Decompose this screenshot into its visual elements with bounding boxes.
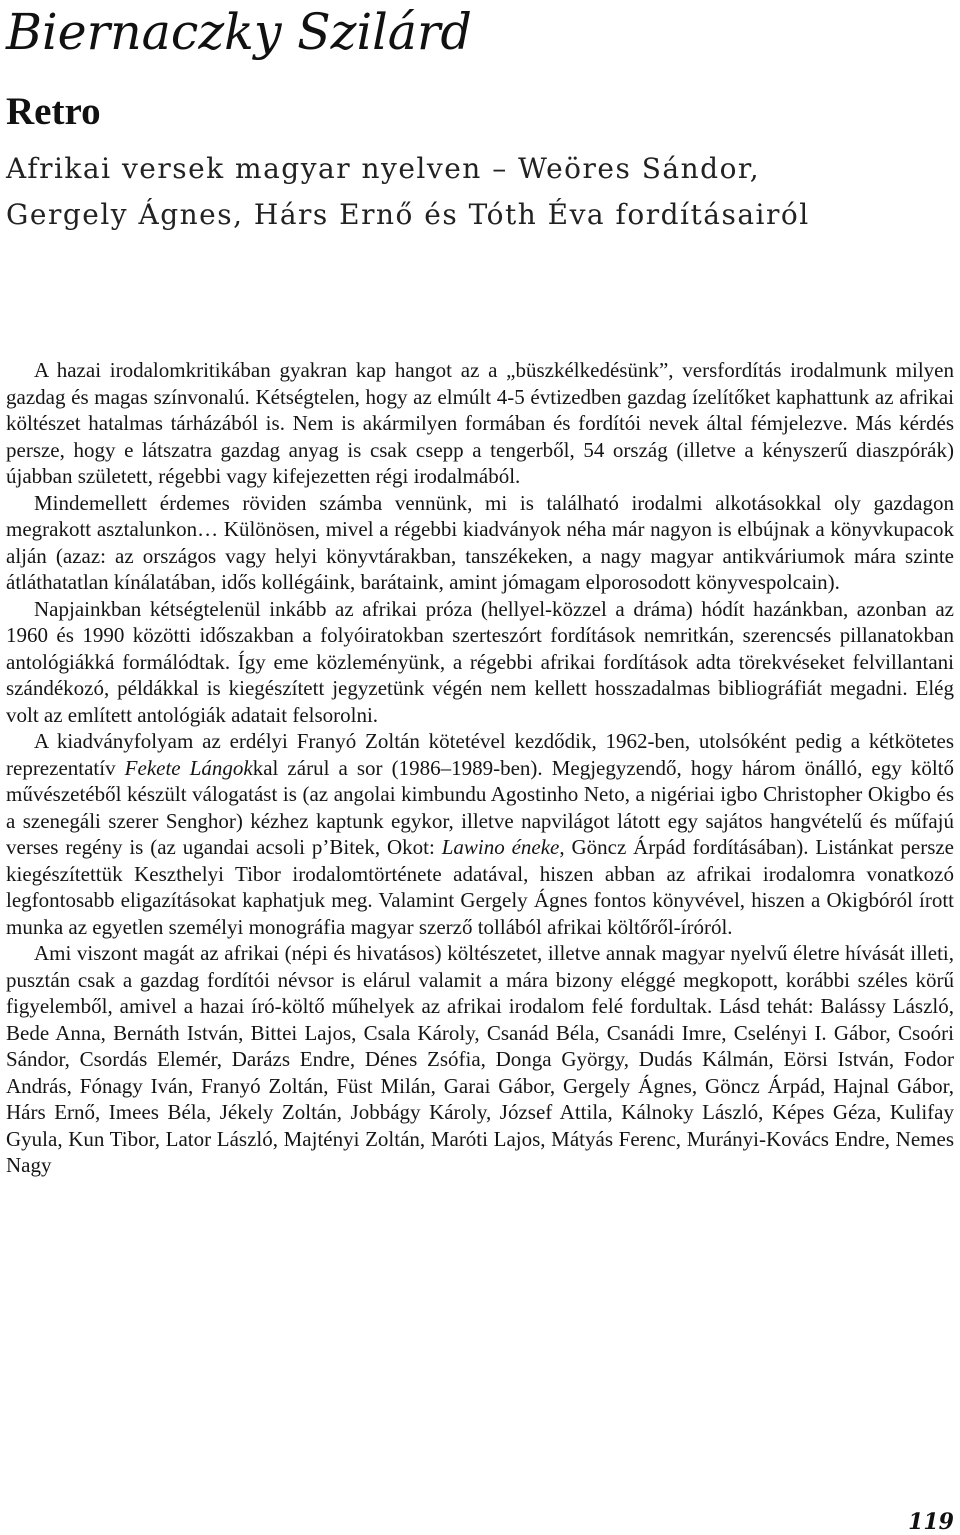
page-number: 119: [908, 1509, 954, 1535]
article-title-line-2: Gergely Ágnes, Hárs Ernő és Tóth Éva fordításairól: [6, 198, 810, 231]
paragraph-4-part-3: , Göncz Árpád fordításában). Listánkat persze kiegészítettük Keszthelyi Tibor irodalomtörténete adatával, hiszen abban az afrikai irodalomra vonatkozó legfontosabb eligazításokat kaphatjuk meg. Valamint Gergely Ágnes fontos könyvével, hiszen a Okigbóról írott munka az egyetlen személyi monográfia magyar szerző tollából afrikai költőről-íróról.: [6, 835, 955, 939]
book-title-lawino-eneke: Lawino éneke: [441, 835, 560, 859]
section-heading: Retro: [6, 90, 101, 133]
paragraph-4-part-2: kal zárul a sor (1986–1989-ben). Megjegyzendő, hogy három önálló, egy költő művészetéből készült válogatást is (az angolai kimbundu Agostinho Neto, a nigériai igbo Christopher Okigbo és a szenegáli szerer Senghor) kézhez kaptunk egykor, illetve napvilágot látott egy sajátos hangvételű és műfajú verses regény is (az ugandai acsoli p’Bitek, Okot:: [6, 755, 954, 859]
article-body: [6, 357, 954, 1179]
book-title-fekete-langok: Fekete Lángok: [124, 755, 253, 780]
paragraph-4: [6, 728, 954, 940]
article-title-line-1: Afrikai versek magyar nyelven – Weöres Sándor,: [6, 152, 761, 185]
paragraph-2: Mindemellett érdemes röviden számba vennünk, mi is található irodalmi alkotásokkal oly gazdagon megrakott asztalunkon… Különösen, mivel a régebbi kiadványok néha már nagyon is elbújnak a könyvkupacok alján (azaz: az országos vagy helyi könyvtárakban, tanszékeken, a nagy magyar antikváriumok mára szinte átláthatatlan kínálatában, idős kollégáink, barátaink, amint jómagam elporosodott könyvespolcain).: [6, 490, 954, 594]
paragraph-3: Napjainkban kétségtelenül inkább az afrikai próza (hellyel-közzel a dráma) hódít hazánkban, azonban az 1960 és 1990 közötti időszakban a folyóiratokban szerteszórt fordítások nemritkán, szerencsés pillanatokban antológiákká formálódtak. Így eme közleményünk, a régebbi afrikai fordítások adta törekvéseket felvillantani szándékozó, példákkal is kiegészített jegyzetünk végén nem kellett hosszadalmas bibliográfiát megadni. Elég volt az említett antológiák adatait felsorolni.: [6, 596, 954, 727]
article-title: [6, 146, 956, 238]
paragraph-4-part-1: A kiadványfolyam az erdélyi Franyó Zoltán kötetével kezdődik, 1962-ben, utolsóként pedig a kétkötetes reprezentatív: [6, 729, 954, 780]
paragraph-1: A hazai irodalomkritikában gyakran kap hangot az a „büszkélkedésünk”, versfordítás irodalmunk milyen gazdag és magas színvonalú. Kétségtelen, hogy az elmúlt 4-5 évtizedben gazdag ízelítőket kaphattunk az afrikai költészet hatalmas tárházából is. Nem is akármilyen formában és fordítói nevek által fémjelezve. Más kérdés persze, hogy e látszatra gazdag anyag is csak csepp a tengerből, 54 ország (illetve a kényszerű diaszpórák) újabban született, régebbi vagy kifejezetten régi irodalmából.: [6, 358, 954, 488]
paragraph-5: Ami viszont magát az afrikai (népi és hivatásos) költészetet, illetve annak magyar nyelvű életre hívását illeti, pusztán csak a gazdag fordítói névsor is elárul valamit a mára bizony eléggé megkopott, korábbi széles körű figyelemből, amivel a hazai író-költő műhelyek az afrikai irodalom felé fordultak. Lásd tehát: Balássy László, Bede Anna, Bernáth István, Bittei Lajos, Csala Károly, Csanád Béla, Csanádi Imre, Cselényi I. Gábor, Csoóri Sándor, Csordás Elemér, Darázs Endre, Dénes Zsófia, Donga György, Dudás Kálmán, Eörsi István, Fodor András, Fónagy Iván, Franyó Zoltán, Füst Milán, Garai Gábor, Gergely Ágnes, Göncz Árpád, Hajnal Gábor, Hárs Ernő, Imees Béla, Jékely Zoltán, Jobbágy Károly, József Attila, Kálnoky László, Képes Géza, Kulifay Gyula, Kun Tibor, Lator László, Majtényi Zoltán, Maróti Lajos, Mátyás Ferenc, Murányi-Kovács Endre, Nemes Nagy: [6, 941, 954, 1177]
author-name: Biernaczky Szilárd: [6, 3, 472, 61]
